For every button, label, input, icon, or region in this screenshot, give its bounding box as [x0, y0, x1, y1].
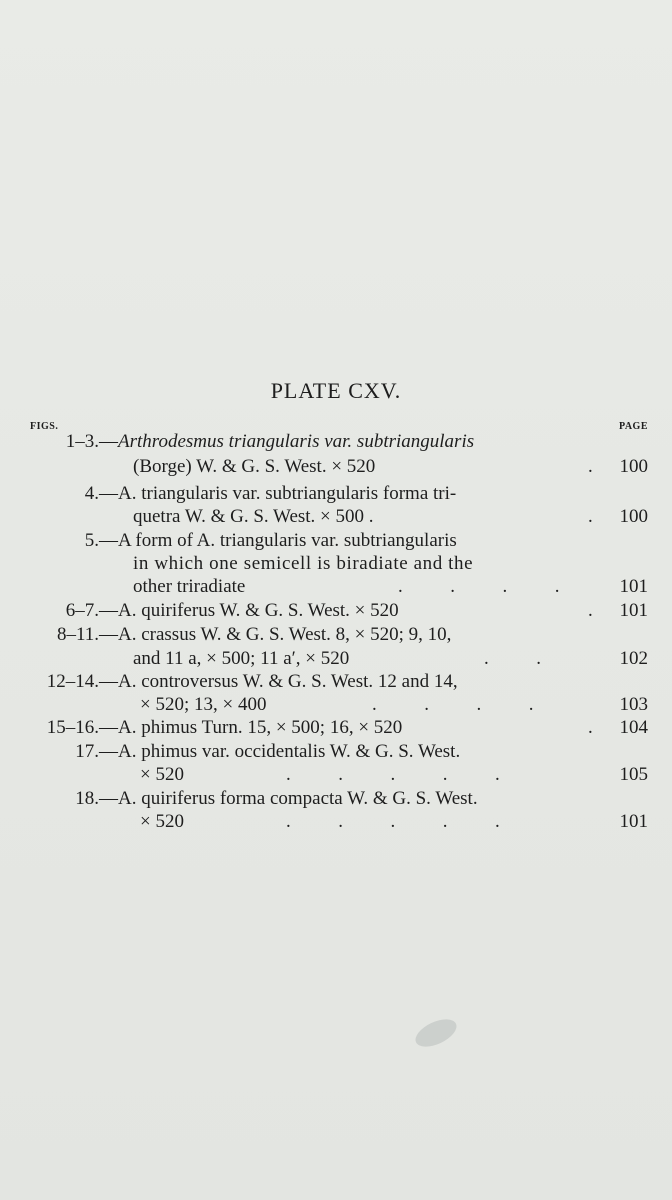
page-number: 100	[619, 506, 648, 527]
figure-number: 1–3.—	[65, 431, 118, 452]
leader-dots: .	[588, 600, 593, 621]
figure-description: A. controversus W. & G. S. West. 12 and 14,	[118, 671, 458, 692]
figure-description: quetra W. & G. S. West. × 500 .	[133, 506, 374, 527]
list-line	[0, 529, 672, 553]
list-line	[0, 505, 672, 529]
page-header: PAGE	[618, 421, 648, 432]
figure-number: 8–11.—	[56, 624, 118, 645]
leader-dots: .	[588, 717, 593, 738]
figure-description: A. quiriferus W. & G. S. West. × 520	[118, 600, 399, 621]
page-number: 102	[619, 648, 648, 669]
paper-smudge	[411, 1014, 460, 1053]
leader-dots: .	[588, 506, 593, 527]
figure-description: A. crassus W. & G. S. West. 8, × 520; 9, 10,	[118, 624, 452, 645]
figure-description: A. phimus var. occidentalis W. & G. S. West.	[118, 741, 461, 762]
page-number: 101	[619, 600, 648, 621]
list-line	[0, 647, 672, 671]
plate-title: PLATE CXV.	[270, 378, 402, 403]
figure-number: 4.—	[84, 483, 118, 504]
leader-dots: . .	[484, 648, 541, 669]
list-line	[0, 430, 672, 454]
list-line	[0, 763, 672, 787]
list-line	[0, 575, 672, 599]
figure-description: A. quiriferus forma compacta W. & G. S. West.	[118, 788, 478, 809]
page-number: 101	[619, 811, 648, 832]
leader-dots: . . . .	[398, 576, 560, 597]
list-line	[0, 693, 672, 717]
leader-dots: . . . . .	[286, 764, 500, 785]
list-line	[0, 482, 672, 506]
figure-description: × 520	[140, 811, 184, 832]
figure-description: A. triangularis var. subtriangularis forma tri-	[118, 483, 457, 504]
list-line	[0, 787, 672, 811]
figure-description: A. phimus Turn. 15, × 500; 16, × 520	[118, 717, 403, 738]
list-line	[0, 716, 672, 740]
figure-number: 18.—	[75, 788, 118, 809]
list-line	[0, 740, 672, 764]
figure-description: Arthrodesmus triangularis var. subtriangularis	[118, 431, 475, 452]
page-number: 100	[619, 456, 648, 477]
page-number: 103	[619, 694, 648, 715]
leader-dots: .	[588, 456, 593, 477]
leader-dots: . . . . .	[286, 811, 500, 832]
leader-dots: . . . .	[372, 694, 534, 715]
list-line	[0, 810, 672, 834]
figure-description: (Borge) W. & G. S. West. × 520	[133, 456, 376, 477]
list-line	[0, 455, 672, 479]
figure-number: 6–7.—	[65, 600, 118, 621]
page-number: 101	[619, 576, 648, 597]
page-number: 104	[619, 717, 648, 738]
figure-description: and 11 a, × 500; 11 a′, × 520	[133, 648, 350, 669]
figure-number: 15–16.—	[46, 717, 118, 738]
figure-description: in which one semicell is biradiate and the	[133, 553, 474, 574]
figs-header: FIGS.	[30, 421, 59, 432]
list-line	[0, 623, 672, 647]
figure-description: A form of A. triangularis var. subtriangularis	[118, 530, 457, 551]
figure-description: other triradiate	[133, 576, 246, 597]
list-line	[0, 552, 672, 576]
figure-number: 17.—	[75, 741, 118, 762]
figure-description: × 520; 13, × 400	[140, 694, 267, 715]
figure-number: 12–14.—	[46, 671, 118, 692]
list-line	[0, 670, 672, 694]
list-line	[0, 599, 672, 623]
figure-description: × 520	[140, 764, 184, 785]
figure-number: 5.—	[84, 530, 118, 551]
page-number: 105	[619, 764, 648, 785]
